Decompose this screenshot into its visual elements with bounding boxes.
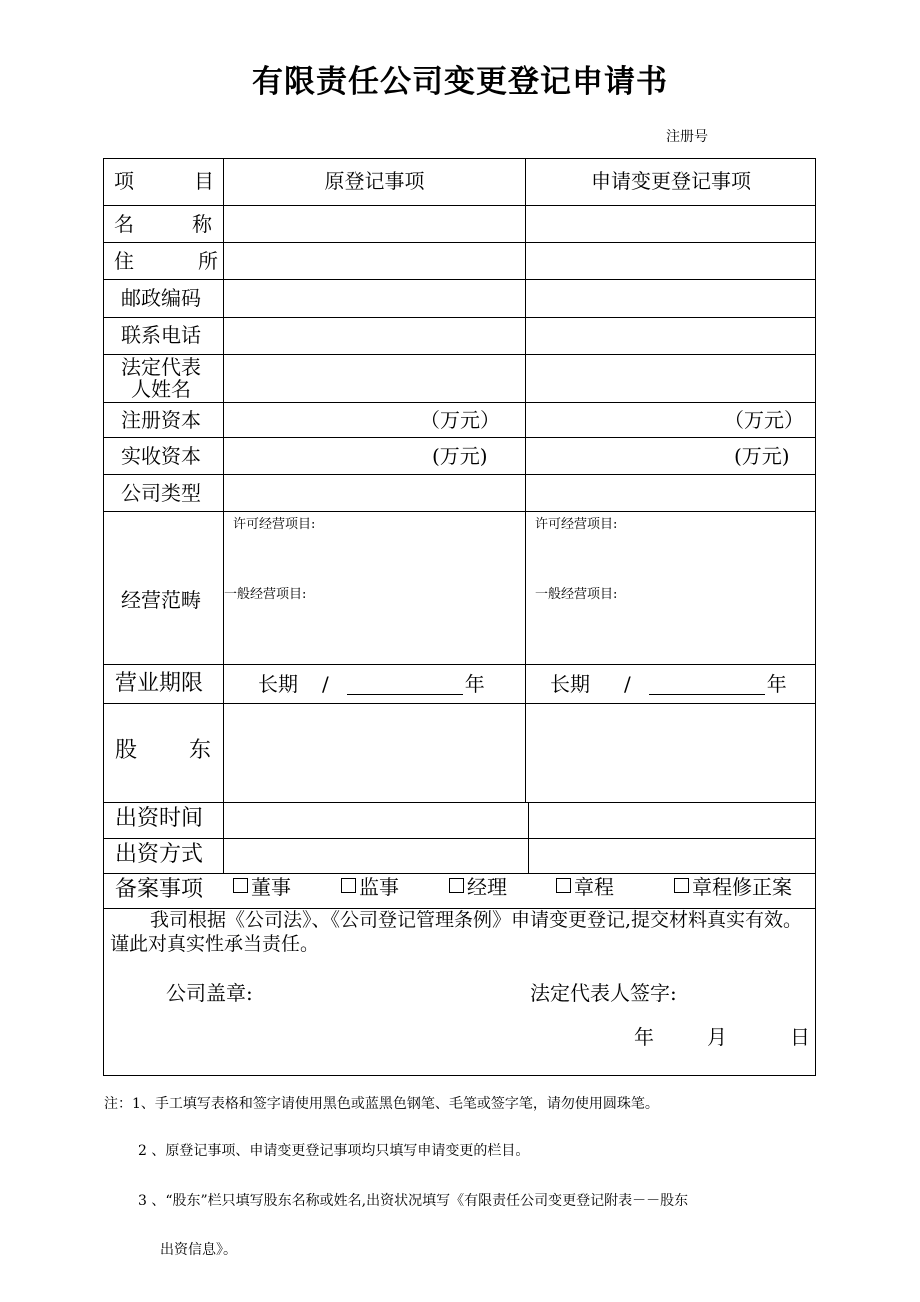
row-label-contribution-time: 出资时间 [115,806,204,831]
date-day-label: 日 [790,1025,810,1049]
header-original-items: 原登记事项 [324,169,425,193]
row-label-postal-code: 邮政编码 [121,286,201,310]
filing-option-supervisors[interactable]: 监事 [341,876,399,898]
row-label-business-term: 营业期限 [115,671,204,696]
registration-number-label: 注册号 [666,129,708,145]
declaration-text: 我司根据《公司法》、《公司登记管理条例》申请变更登记,提交材料真实有效。谨此对真实性承当责任。 [110,909,803,955]
company-seal-label: 公司盖章: [166,981,253,1005]
registered-capital-unit-change: （万元） [724,408,804,432]
date-year-label: 年 [634,1025,654,1049]
business-term-change: 长期 / 年 [550,672,787,696]
business-term-original: 长期 / 年 [258,672,485,696]
filing-option-manager[interactable]: 经理 [449,876,507,898]
years-blank[interactable] [347,676,463,695]
checkbox-icon[interactable] [449,878,464,893]
long-term-label: 长期 [258,672,298,696]
row-label-name: 名 称 [114,212,212,236]
note-3: 3 、“股东”栏只填写股东名称或姓名,出资状况填写《有限责任公司变更登记附表－－股东 [138,1193,689,1209]
row-label-legal-rep-2: 人姓名 [131,377,191,401]
note-2: 2 、原登记事项、申请变更登记事项均只填写申请变更的栏目。 [138,1143,530,1159]
row-label-legal-rep-1: 法定代表 [121,355,201,379]
row-label-paid-capital: 实收资本 [121,444,201,468]
row-label-filing-items: 备案事项 [115,877,204,902]
paid-capital-unit-original: (万元) [432,444,488,468]
licensed-scope-label-change: 许可经营项目: [535,517,618,532]
note-1: 注：1、手工填写表格和签字请使用黑色或蓝黑色钢笔、毛笔或签字笔，请勿使用圆珠笔。 [104,1096,659,1112]
checkbox-icon[interactable] [233,878,248,893]
row-label-contribution-method: 出资方式 [115,842,204,867]
row-label-business-scope: 经营范畴 [121,588,201,612]
row-label-address: 住 所 [114,249,218,273]
filing-option-directors[interactable]: 董事 [233,876,291,898]
paid-capital-unit-change: (万元) [734,444,790,468]
filing-option-articles[interactable]: 章程 [556,876,614,898]
page-title: 有限责任公司变更登记申请书 [252,64,668,100]
header-change-items: 申请变更登记事项 [591,169,751,193]
row-label-phone: 联系电话 [121,323,201,347]
row-label-shareholders: 股 东 [115,738,211,763]
row-label-company-type: 公司类型 [121,481,201,505]
licensed-scope-label-original: 许可经营项目: [233,517,316,532]
years-blank[interactable] [649,676,765,695]
row-label-registered-capital: 注册资本 [121,408,201,432]
legal-rep-signature-label: 法定代表人签字: [530,981,677,1005]
general-scope-label-original: 一般经营项目: [224,587,307,602]
checkbox-icon[interactable] [556,878,571,893]
general-scope-label-change: 一般经营项目: [535,587,618,602]
long-term-label: 长期 [550,672,590,696]
checkbox-icon[interactable] [674,878,689,893]
registered-capital-unit-original: （万元） [420,408,500,432]
filing-option-articles-amendment[interactable]: 章程修正案 [674,876,792,898]
header-item: 项 目 [114,169,214,193]
checkbox-icon[interactable] [341,878,356,893]
note-3-continued: 出资信息》。 [160,1242,237,1258]
date-month-label: 月 [707,1025,727,1049]
